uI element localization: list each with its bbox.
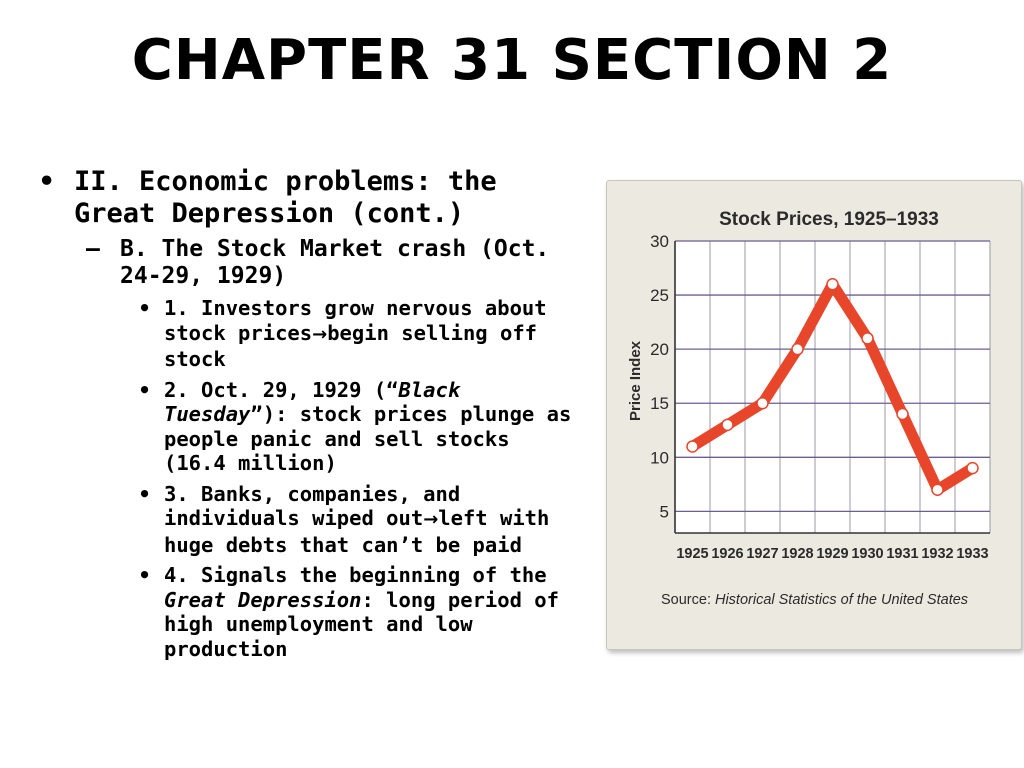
bullet-content: [38, 166, 583, 667]
y-tick-label: 25: [650, 286, 669, 306]
data-point: [722, 419, 733, 430]
bullet-level1-text: II. Economic problems: the Great Depression (cont.): [74, 166, 497, 229]
y-tick-label: 5: [659, 502, 669, 522]
y-tick-label: 20: [650, 340, 669, 360]
data-point: [897, 409, 908, 420]
x-tick-label: 1928: [781, 546, 814, 562]
data-point: [827, 279, 838, 290]
data-point: [862, 333, 873, 344]
sub-point-3-text: 3. Banks, companies, and individuals wiped out→left with huge debts that can’t be paid: [164, 481, 550, 557]
sub-point-1: [138, 296, 583, 372]
sub-point-3: [138, 482, 583, 558]
y-axis-label: Price Index: [627, 340, 644, 422]
chart-source: Source: Historical Statistics of the United States: [661, 592, 969, 608]
x-tick-label: 1927: [746, 546, 779, 562]
sub-point-4: [138, 563, 583, 661]
y-tick-label: 15: [650, 394, 669, 414]
x-tick-label: 1933: [956, 546, 989, 562]
stock-price-chart: [606, 180, 1022, 650]
sub-points: [138, 296, 583, 661]
x-tick-label: 1932: [921, 546, 954, 562]
data-point: [932, 484, 943, 495]
sub-point-2-text: 2. Oct. 29, 1929 (“Black Tuesday”): stock prices plunge as people panic and sell stocks (16.4 million): [164, 377, 572, 475]
bullet-level2-text: B. The Stock Market crash (Oct. 24-29, 1929): [120, 236, 550, 289]
bullet-mark: •: [38, 166, 56, 197]
arrow-icon: →: [423, 509, 439, 530]
bullet-mark: •: [138, 377, 152, 402]
data-point: [687, 441, 698, 452]
x-tick-label: 1925: [676, 546, 709, 562]
y-tick-label: 30: [650, 232, 669, 251]
bullet-mark: •: [138, 563, 152, 587]
dash-mark: –: [86, 236, 100, 262]
data-point: [757, 398, 768, 409]
sub-point-1-text: 1. Investors grow nervous about stock prices→begin selling off stock: [164, 296, 547, 371]
data-point: [792, 344, 803, 355]
chart-title: Stock Prices, 1925–1933: [719, 209, 939, 230]
x-tick-label: 1929: [816, 546, 849, 562]
slide-title: CHAPTER 31 SECTION 2: [131, 28, 893, 93]
bullet-level1: [38, 166, 583, 230]
arrow-icon: →: [312, 323, 328, 345]
sub-point-2: [138, 378, 583, 476]
data-point: [967, 463, 978, 474]
x-tick-label: 1931: [886, 546, 919, 562]
sub-point-4-text: 4. Signals the beginning of the Great Depression: long period of high unemployment and low production: [164, 563, 559, 661]
y-tick-label: 10: [650, 448, 669, 468]
chart-svg: [607, 181, 1021, 649]
bullet-mark: •: [138, 296, 152, 320]
bullet-mark: •: [138, 481, 152, 506]
x-tick-label: 1926: [711, 546, 744, 562]
x-tick-label: 1930: [851, 546, 884, 562]
bullet-level2: [86, 236, 583, 290]
